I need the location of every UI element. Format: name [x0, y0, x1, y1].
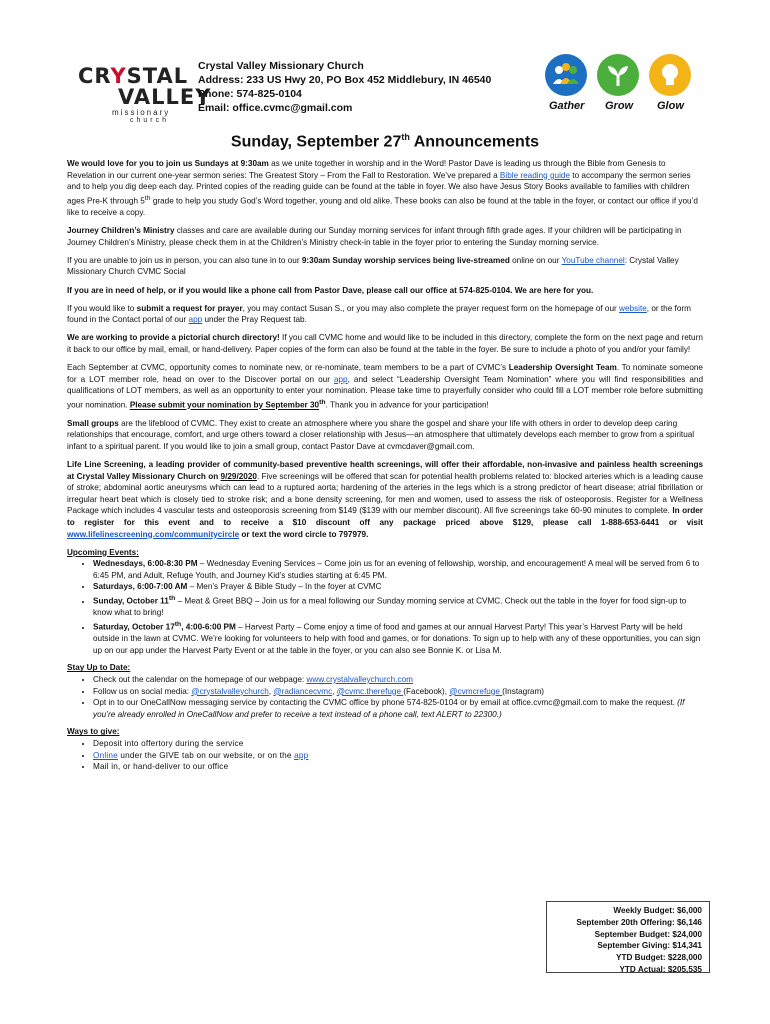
monthly-giving: September Giving: $14,341 — [597, 941, 702, 951]
app-link[interactable]: app — [333, 374, 348, 384]
list-item: • Check out the calendar on the homepage of our webpage: www.crystalvalleychurch.com — [93, 674, 703, 686]
radiance-link[interactable]: @radiancecvmc — [273, 686, 333, 696]
ways-to-give-list — [67, 738, 703, 773]
refuge-facebook-link[interactable]: @cvmc.therefuge — [336, 686, 404, 696]
glow-label: Glow — [657, 100, 684, 112]
help-paragraph: If you are in need of help, or if you would like a phone call from Pastor Dave, please call our office at 574-825-0104. We are here for you. — [67, 285, 594, 295]
monthly-budget: September Budget: $24,000 — [594, 929, 702, 939]
lightbulb-icon — [649, 54, 691, 96]
list-item: • Follow us on social media: @crystalvalleychurch, @radiancecvmc, @cvmc.therefuge (Facebook), @cvmcrefuge (Instagram) — [93, 686, 703, 698]
worship-paragraph: We would love for you to join us Sundays at 9:30am as we unite together in worship and in the Word! Pastor Dave is leading us through the Bible from Genesis to Revelation in our current one-year sermon series: The Greatest Story – From the Fall to Restoration. We’ve prepared a Bible reading guide to accompany the sermon series and to help you dig deep each day. Printed copies of the reading guide can be found at the table in foyer. We also have Jesus Story Books available to families with children ages Pre-K through 5th grade to help you study God’s Word together, young and old alike. These books can also be found at the table in the foyer, or contact our office if you’d like to receive a copy. — [67, 159, 698, 218]
gather-grow-glow-badges — [543, 54, 693, 118]
upcoming-events-heading: Upcoming Events: — [67, 547, 139, 557]
budget-box — [546, 901, 710, 973]
app-link[interactable]: app — [294, 750, 309, 760]
list-item: • Deposit into offertory during the service — [93, 738, 703, 750]
ways-to-give-heading: Ways to give: — [67, 727, 120, 737]
upcoming-events-list — [67, 558, 703, 656]
online-giving-link[interactable]: Online — [93, 750, 118, 760]
church-phone: Phone: 574-825-0104 — [198, 88, 302, 100]
stay-up-to-date-heading: Stay Up to Date: — [67, 663, 131, 673]
list-item: • Sunday, October 11th – Meat & Greet BBQ – Join us for a meal following our Sunday morning service at CVMC. Check out the table in the foyer for food sign-up to know what to bring! — [93, 593, 703, 619]
weekly-budget: Weekly Budget: $6,000 — [613, 906, 702, 915]
instagram-link[interactable]: @cvmcrefuge — [449, 686, 503, 696]
list-item: • Opt in to our OneCallNow messaging service by contacting the CVMC office by phone 574-825-0104 or by email at office.cvmc@gmail.com to make the request. (If you’re already enrolled in OneCallNow and prefer to receive a text instead of a phone call, text ALERT to 22300.) — [93, 697, 703, 720]
app-link[interactable]: app — [188, 315, 203, 325]
youtube-channel-link[interactable]: YouTube channel — [561, 255, 625, 265]
contact-block — [198, 59, 491, 115]
life-line-paragraph: Life Line Screening, a leading provider of community-based preventive health screenings, will offer their affordable, non-invasive and painless health screenings at Crystal Valley Missionary Church on 9/29/2020. Five screenings will be offered that scan for potential health problems related to: blocked arteries which is a leading cause of stroke; abdominal aortic aneurysms which can lead to a ruptured aorta; hardening of the arteries in the legs which is a strong predictor of heart disease; atrial fibrillation or irregular heart beat which is closely tied to stroke risk; and a bone density screening, for men and women, used to assess the risk of osteoporosis. Register for a Wellness Package which includes 4 vascular tests and osteoporosis screening from $149 ($139 with our member discount). All five screenings take 60-90 minutes to complete. In order to register for this event and to receive a $10 discount off any package priced above $129, please call 1-888-653-6441 or visit www.lifelinescreening.com/communitycircle or text the word circle to 797979. — [67, 459, 703, 539]
church-email: Email: office.cvmc@gmail.com — [198, 102, 353, 114]
list-item: • Mail in, or hand-deliver to our office — [93, 761, 703, 773]
childrens-ministry-paragraph: Journey Children’s Ministry classes and care are available during our Sunday morning services for infant through fifth grade ages. If your children will be participating in Journey Children’s Ministry, please check them in at the Children’s Ministry check-in table in the foyer prior to entering the Sunday morning service. — [67, 226, 682, 247]
ytd-budget: YTD Budget: $228,000 — [616, 953, 702, 963]
list-item: • Wednesdays, 6:00-8:30 PM – Wednesday Evening Services – Come join us for an evening of fellowship, worship, and encouragement! A meal will be served from 6 to 6:45 PM, and Adult, Refuge Youth, and Journey Kid’s studies starting at 6:45 PM. — [93, 558, 703, 581]
grow-label: Grow — [605, 100, 634, 112]
livestream-paragraph: If you are unable to join us in person, you can also tune in to our 9:30am Sunday worship services being live-streamed online on our YouTube channel: Crystal Valley Missionary Church CVMC Social — [67, 255, 679, 277]
church-logo: CRYSTAL VALLEY missionary church — [78, 64, 212, 124]
people-icon — [545, 54, 587, 96]
ytd-actual: YTD Actual: $205,535 — [619, 964, 702, 974]
gather-label: Gather — [549, 100, 585, 112]
announcement-body — [67, 158, 703, 779]
church-name: Crystal Valley Missionary Church — [198, 60, 364, 72]
weekly-offering: September 20th Offering: $6,146 — [576, 917, 702, 927]
bible-reading-guide-link[interactable]: Bible reading guide — [499, 170, 571, 180]
list-item: • Saturday, October 17th, 4:00-6:00 PM – Harvest Party – Come enjoy a time of food and games at our annual Harvest Party! This year’s Harvest Party will be held outside in the lawn at CVMC. We’re looking for volunteers to help with food and games, or for donations. To sign up to help with any of these opportunities, you can sign up on our app under the Harvest Party Event or at the table in the foyer, or you can also see Bonnie K. or Lisa M. — [93, 619, 703, 657]
small-groups-paragraph: Small groups are the lifeblood of CVMC. They exist to create an atmosphere where you share the gospel and share your life with others in order to develop deep caring relationships that encourage, comfort, and urge others toward a closer relationship with Jesus—an atmosphere that ultimately develops each member to grow from a spiritual infant to a spiritual parent. If you would like to join a small group, contact Pastor Dave at cvmcdaver@gmail.com. — [67, 418, 695, 451]
list-item: • Online under the GIVE tab on our website, or on the app — [93, 750, 703, 762]
prayer-paragraph: If you would like to submit a request for prayer, you may contact Susan S., or you may also complete the prayer request form on the homepage of our website, or the form found in the Contact portal of our app under the Pray Request tab. — [67, 303, 691, 325]
church-address: Address: 233 US Hwy 20, PO Box 452 Middlebury, IN 46540 — [198, 74, 492, 86]
church-website-link[interactable]: www.crystalvalleychurch.com — [306, 675, 413, 684]
facebook-link[interactable]: @crystalvalleychurch — [191, 686, 269, 696]
list-item: • Saturdays, 6:00-7:00 AM – Men’s Prayer & Bible Study – In the foyer at CVMC — [93, 581, 703, 593]
stay-up-to-date-list — [67, 674, 703, 720]
directory-paragraph: We are working to provide a pictorial church directory! If you call CVMC home and would like to be included in this directory, complete the form on the next page and return it back to our office by mail, email, or hand-delivery. Paper copies of the form can also be found at the table in the foyer. Be sure to include a photo of you and/or your family! — [67, 333, 703, 354]
page-title: Sunday, September 27th Announcements — [230, 132, 540, 151]
sprout-icon — [597, 54, 639, 96]
website-link[interactable]: website — [619, 303, 647, 313]
leadership-paragraph: Each September at CVMC, opportunity comes to nominate new, or re-nominate, team members to be a part of CVMC’s Leadership Oversight Team. To nominate someone for a LOT member role, head on over to the Discover portal on our app, and select “Leadership Oversight Team Nomination” where you will find responsibilities and qualifications of LOT members, as well as an opportunity to enter your nomination. Please take time to prayerfully consider who could fill a LOT member role before submitting your nomination. Please submit your nomination by September 30th. Thank you in advance for your participation! — [67, 363, 703, 410]
lifeline-link[interactable]: www.lifelinescreening.com/communitycircle — [67, 529, 240, 539]
